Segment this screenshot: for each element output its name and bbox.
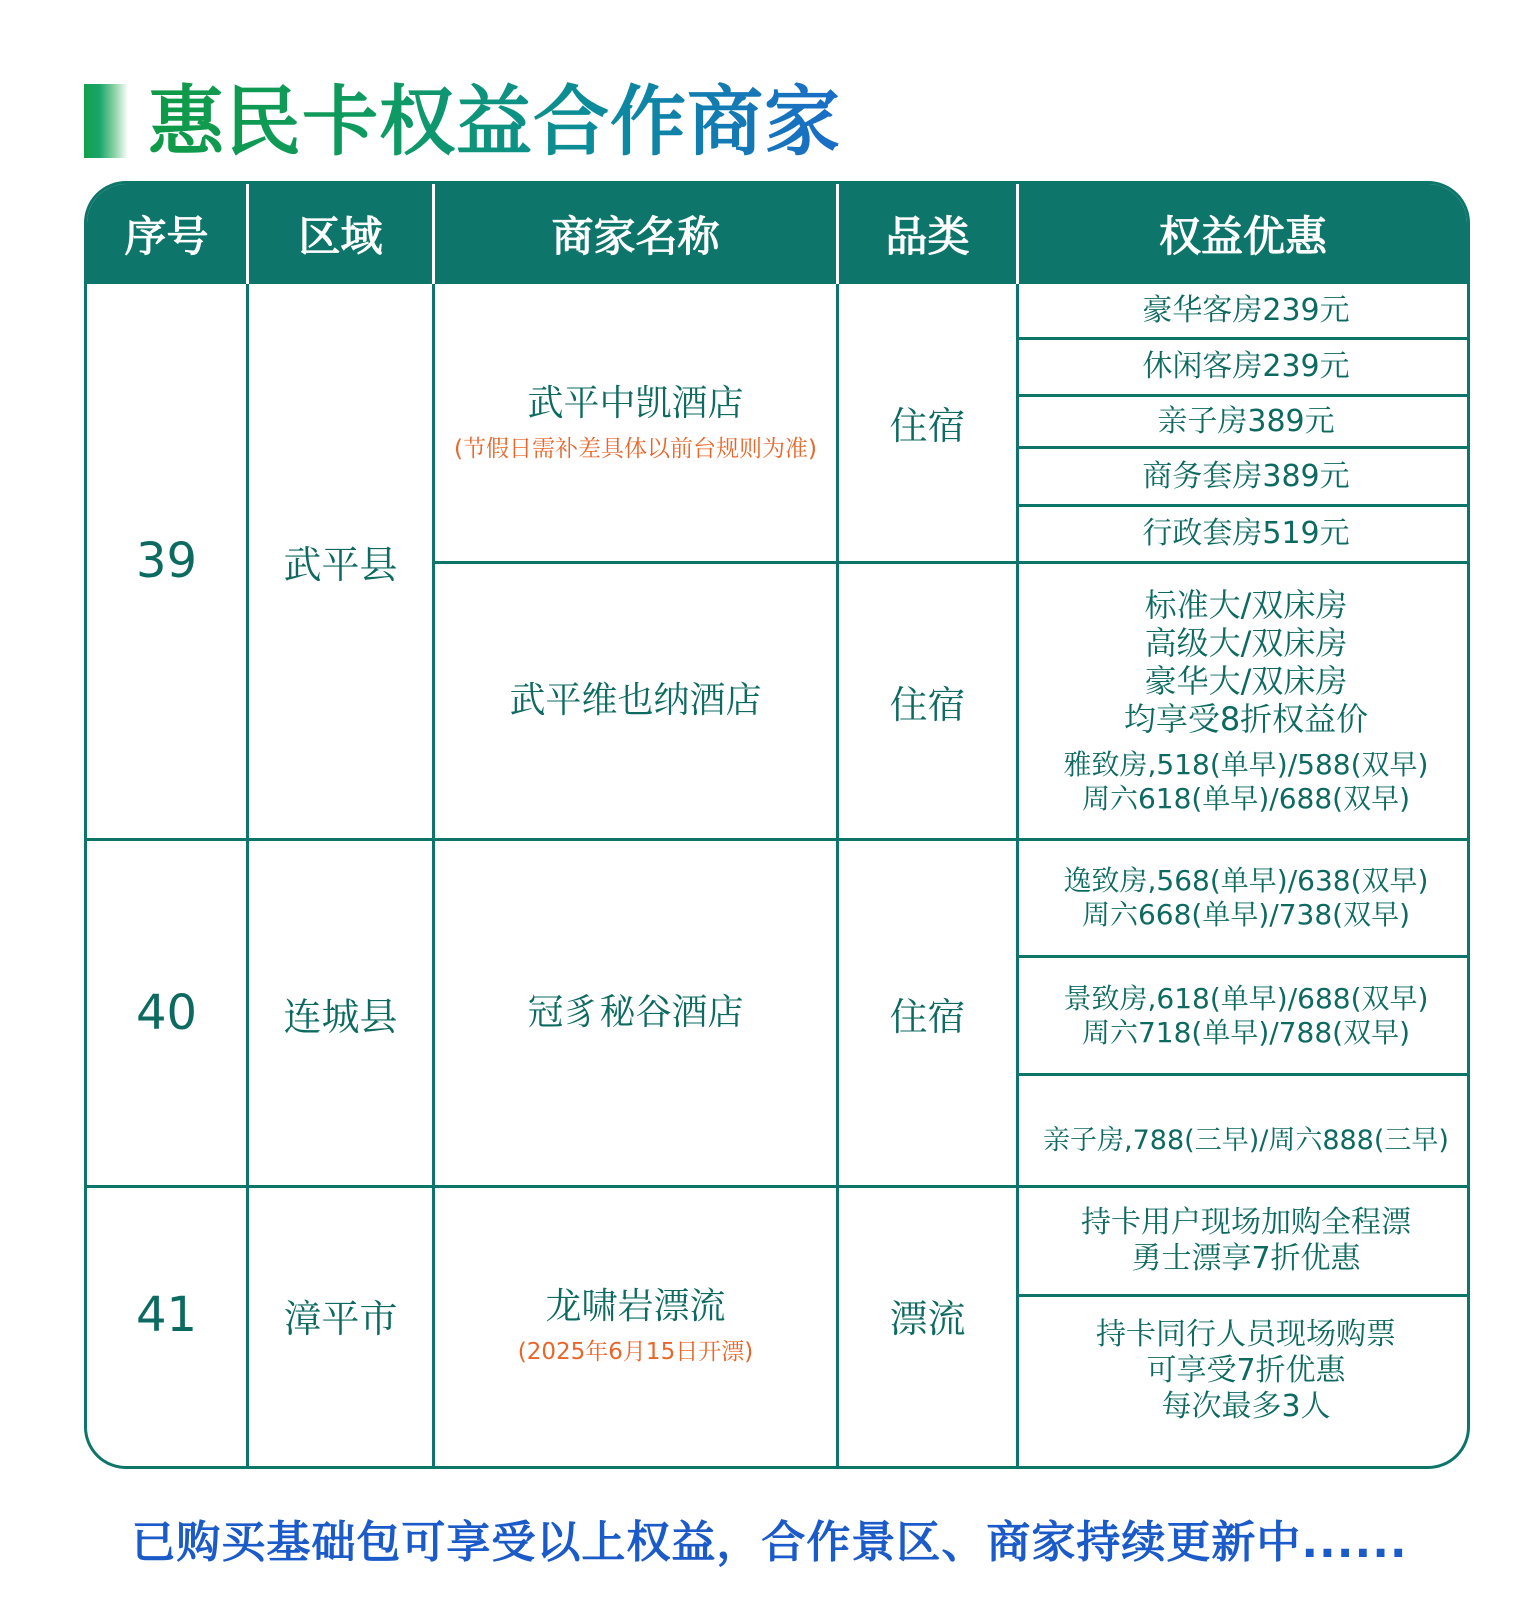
header-category: 品类 bbox=[885, 212, 970, 261]
category-cell: 住宿 bbox=[889, 404, 966, 448]
header-divider bbox=[1016, 184, 1019, 284]
merchant-name: 龙啸岩漂流 bbox=[545, 1285, 726, 1327]
header-benefits: 权益优惠 bbox=[1158, 212, 1327, 261]
benefit-item bbox=[1019, 1188, 1470, 1294]
benefit-line: 持卡同行人员现场购票 bbox=[1096, 1317, 1396, 1352]
title-accent-bar bbox=[84, 84, 128, 158]
benefit-line: 逸致房,568(单早)/638(双早) bbox=[1063, 864, 1429, 897]
category-cell: 住宿 bbox=[889, 682, 966, 727]
category-cell: 住宿 bbox=[889, 994, 966, 1039]
header-divider bbox=[836, 184, 839, 284]
benefit-line: 每次最多3人 bbox=[1161, 1389, 1331, 1424]
row-area: 漳平市 bbox=[283, 1296, 398, 1341]
benefit-cell bbox=[1019, 564, 1470, 838]
benefit-item: 商务套房389元 bbox=[1142, 458, 1350, 494]
category-cell: 漂流 bbox=[889, 1296, 966, 1341]
benefit-line: 高级大/双床房 bbox=[1144, 624, 1348, 662]
benefit-line: 可享受7折优惠 bbox=[1146, 1353, 1346, 1388]
merchant-name: 武平维也纳酒店 bbox=[509, 680, 762, 721]
benefit-item: 亲子房389元 bbox=[1157, 403, 1335, 439]
benefit-line: 景致房,618(单早)/688(双早) bbox=[1063, 981, 1429, 1015]
benefit-line: 周六618(单早)/688(双早) bbox=[1081, 782, 1411, 815]
benefit-item: 休闲客房239元 bbox=[1142, 349, 1350, 384]
footer-note: 已购买基础包可享受以上权益，合作景区、商家持续更新中...... bbox=[131, 1517, 1408, 1568]
benefit-line: 雅致房,518(单早)/588(双早) bbox=[1063, 748, 1429, 781]
merchant-note: (节假日需补差具体以前台规则为准) bbox=[454, 436, 817, 462]
benefit-item: 行政套房519元 bbox=[1142, 516, 1350, 551]
benefit-line: 周六668(单早)/738(双早) bbox=[1081, 898, 1411, 931]
row-no: 39 bbox=[135, 533, 198, 589]
merchant-note: (2025年6月15日开漂) bbox=[517, 1338, 754, 1365]
merchant-cell bbox=[435, 1188, 836, 1469]
header-divider bbox=[246, 184, 249, 284]
table-header bbox=[87, 184, 1467, 284]
header-divider bbox=[432, 184, 435, 284]
header-no: 序号 bbox=[124, 212, 209, 261]
benefit-line: 亲子房,788(三早)/周六888(三早) bbox=[1043, 1124, 1449, 1156]
benefit-line: 持卡用户现场加购全程漂 bbox=[1081, 1205, 1411, 1240]
benefit-line: 豪华大/双床房 bbox=[1144, 662, 1348, 700]
page-title: 惠民卡权益合作商家 bbox=[148, 77, 841, 166]
benefit-item bbox=[1019, 1297, 1470, 1445]
row-area: 武平县 bbox=[283, 542, 398, 587]
benefit-item bbox=[1019, 1076, 1470, 1185]
benefit-line: 标准大/双床房 bbox=[1144, 586, 1348, 624]
merchant-name: 武平中凯酒店 bbox=[527, 383, 744, 424]
benefit-item bbox=[1019, 841, 1470, 955]
row-no: 41 bbox=[135, 1287, 198, 1343]
benefit-item: 豪华客房239元 bbox=[1142, 292, 1350, 328]
merchant-table bbox=[84, 181, 1470, 1469]
benefit-item bbox=[1019, 958, 1470, 1073]
header-area: 区域 bbox=[298, 212, 383, 261]
merchant-cell bbox=[435, 564, 836, 838]
merchant-cell bbox=[435, 841, 836, 1185]
row-no: 40 bbox=[135, 985, 198, 1041]
row-area: 连城县 bbox=[283, 994, 398, 1039]
benefit-line: 周六718(单早)/788(双早) bbox=[1081, 1015, 1411, 1049]
benefit-line: 均享受8折权益价 bbox=[1123, 700, 1369, 738]
merchant-cell bbox=[435, 284, 836, 561]
merchant-name: 冠豸秘谷酒店 bbox=[527, 992, 744, 1033]
benefit-line: 勇士漂享7折优惠 bbox=[1131, 1241, 1361, 1276]
header-merchant: 商家名称 bbox=[551, 212, 720, 261]
